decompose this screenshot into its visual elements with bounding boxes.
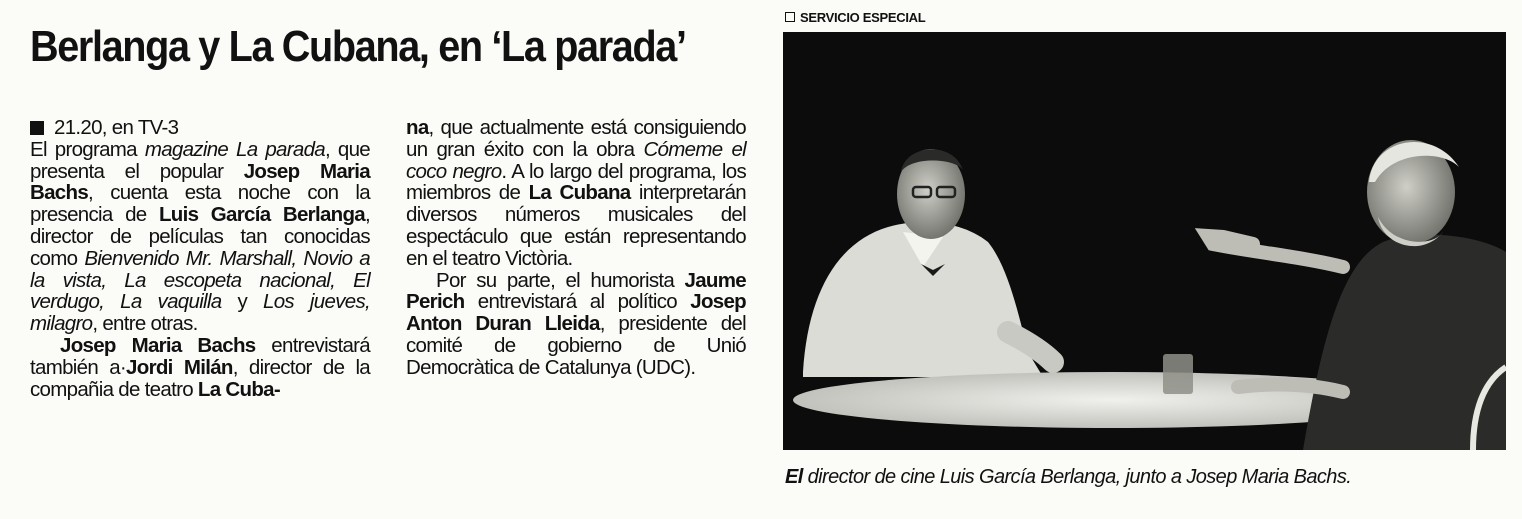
bold-run: Jordi Milán [126, 355, 233, 379]
headline: Berlanga y La Cubana, en ‘La parada’ [30, 22, 686, 71]
text-run: . A lo largo del programa, los miembros de [406, 159, 746, 205]
photo-glass [1163, 354, 1193, 394]
italic-run: magazine La parada [144, 137, 325, 161]
italic-run: Los jueves, milagro [30, 290, 370, 336]
text-run: , director de la compañia de teatro [30, 355, 370, 401]
bold-run: El [785, 466, 803, 488]
italic-run: Bienvenido Mr. Marshall, Novio a la vista, La escopeta nacional, El verdugo, La vaquilla [30, 246, 371, 314]
bold-run: na [406, 116, 429, 139]
body-paragraph-2-start [30, 335, 370, 400]
text-run: y [221, 290, 263, 314]
text-run: interpretarán diversos números musicales del espectáculo que están representando en el teatro Victòria. [406, 181, 746, 270]
square-bullet-icon [30, 121, 44, 135]
dateline [30, 117, 370, 139]
bold-run: La Cubana [528, 181, 631, 205]
body-paragraph-3 [406, 270, 746, 379]
text-run: , presidente del comité de gobierno de Unió Democràtica de Catalunya (UDC). [406, 312, 746, 379]
bold-run: Luis García Berlanga [158, 203, 365, 227]
hollow-square-icon [785, 12, 795, 22]
body-paragraph-2-continued [406, 117, 746, 270]
bold-run: Josep Anton Duran Lleida [406, 290, 746, 336]
bold-run: Josep Maria Bachs [60, 333, 256, 357]
bold-run: La Cuba- [197, 377, 281, 401]
text-run: , entre otras. [92, 312, 198, 336]
text-run: director de cine Luis García Berlanga, junto a Josep Maria Bachs. [802, 466, 1352, 488]
text-run: El programa [30, 137, 145, 161]
text-run: , que presenta el popular [30, 137, 370, 183]
article-column-1 [30, 117, 370, 400]
dateline-text: 21.20, en TV-3 [54, 116, 179, 139]
section-kicker-text: SERVICIO ESPECIAL [800, 10, 926, 25]
bold-run: Jaume Perich [406, 268, 746, 314]
text-run: Por su parte, el humorista [436, 268, 685, 292]
text-run: entrevistará también a· [30, 333, 370, 379]
news-photo [783, 32, 1506, 450]
italic-run: Cómeme el coco negro [406, 137, 746, 183]
bold-run: Josep Maria Bachs [30, 159, 370, 205]
body-paragraph-1 [30, 139, 370, 335]
text-run: , cuenta esta noche con la presencia de [30, 181, 370, 227]
text-run: entrevistará al político [464, 290, 691, 314]
photo-caption [785, 466, 1351, 489]
article-column-2 [406, 117, 746, 379]
text-run: , director de películas tan conocidas como [30, 203, 370, 270]
section-kicker [785, 10, 925, 25]
text-run: , que actualmente está consiguiendo un gran éxito con la obra [406, 116, 746, 161]
